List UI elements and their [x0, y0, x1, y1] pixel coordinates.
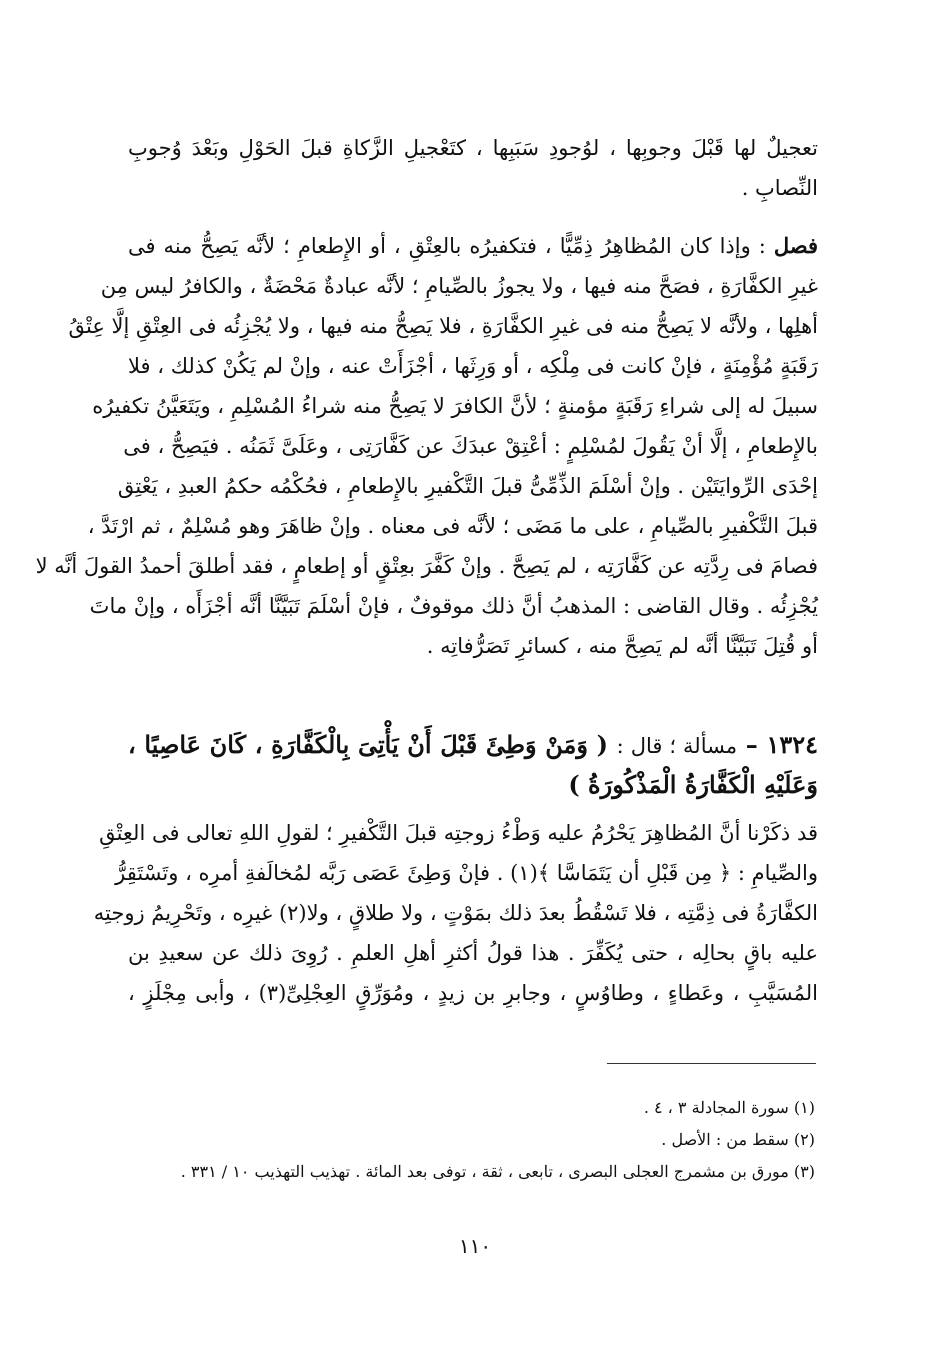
text-line: أهلِها ، ولأنَّه لا يَصِحُّ منه فى غيرِ الكفَّارَةِ ، فلا يَصِحُّ منه فيها ، ولا يُجْزِئُه فى العِتْقِ إلَّا عِتْقُ: [68, 314, 818, 338]
masala-prefix: مسألة ؛ قال :: [616, 734, 738, 758]
text-line: المُسَيَّبِ ، وعَطاءٍ ، وطاوُسٍ ، وجابرِ بن زيدٍ ، ومُوَرِّقٍ العِجْلِىِّ(٣) ، وأبى مِجْلَزٍ ،: [128, 981, 818, 1005]
section-label: فصل: [773, 233, 818, 258]
text-line: قد ذكَرْنا أنَّ المُظاهِرَ يَحْرُمُ عليه وَطْءُ زوجتِه قبلَ التَّكْفيرِ ؛ لقولِ اللهِ تعالى فى العِتْقِ: [99, 821, 818, 845]
page-number: ١١٠: [458, 1234, 492, 1258]
heading-dash: –: [745, 730, 758, 759]
text-line: والصِّيامِ : ﴿ مِن قَبْلِ أن يَتَمَاسَّا ﴾(١) . فإنْ وَطِئَ عَصَى رَبَّه لمُخالَفةِ أمرِه ، وتَسْتَقِرُّ: [115, 861, 818, 885]
text-line: النِّصابِ .: [741, 176, 818, 200]
footnote-divider: [607, 1063, 816, 1064]
text-line: الكفَّارَةُ فى ذِمَّتِه ، فلا تَسْقُطُ بعدَ ذلك بمَوْتٍ ، ولا طلاقٍ ، ولا(٢) غيرِه ، وتَحْرِيمُ زوجتِه: [93, 901, 818, 925]
text-line: أو قُتِلَ تَبَيَّنَّا أنَّه لم يَصِحَّ منه ، كسائرِ تَصَرُّفاتِه .: [426, 634, 818, 658]
footnote: (١) سورة المجادلة ٣ ، ٤ .: [643, 1098, 815, 1117]
paragraph-fasl: [35, 226, 818, 666]
text-line: إحْدَى الرِّوايَتَيْن . وإنْ أسْلَمَ الذِّمِّىُّ قبلَ التَّكْفيرِ بالإِطعامِ ، فحُكْمُه حكمُ العبدِ ، يَعْتِق: [117, 474, 818, 498]
paragraph-commentary: [93, 813, 818, 1013]
footnote: (٣) مورق بن مشمرج العجلى البصرى ، تابعى ، ثقة ، توفى بعد المائة . تهذيب التهذيب ١٠ / ٣٣١ .: [180, 1162, 815, 1181]
masala-number: ١٣٢٤: [766, 730, 818, 759]
masala-text: ( وَمَنْ وَطِئَ قَبْلَ أَنْ يَأْتِىَ بِالْكَفَّارَةِ ، كَانَ عَاصِيًا ،: [128, 730, 608, 759]
text-line: فصامَ فى رِدَّتِه عن كَفَّارَتِه ، لم يَصِحَّ . وإنْ كَفَّرَ بعِتْقٍ أو إطعامٍ ، فقد أطلقَ أحمدُ القولَ أنَّه لا: [35, 554, 818, 578]
text-line: رَقَبَةٍ مُؤْمِنَةٍ ، فإنْ كانت فى مِلْكِه ، أو وَرِثَها ، أجْزَأَتْ عنه ، وإنْ لم يَكُنْ كذلك ، فلا: [128, 354, 818, 378]
text-line: بالإِطعامِ ، إلَّا أنْ يَقُولَ لمُسْلِمٍ : أعْتِقْ عبدَكَ عن كَفَّارَتِى ، وعَلَىَّ ثَمَنُه . فيَصِحُّ ، فى: [123, 434, 818, 458]
masala-text-line: وَعَلَيْهِ الْكَفَّارَةُ الْمَذْكُورَةُ ): [568, 770, 818, 799]
paragraph-continuation: [128, 128, 818, 208]
masala-heading-line: [128, 725, 818, 765]
text-line: قبلَ التَّكْفيرِ بالصِّيامِ ، على ما مَضَى ؛ لأنَّه فى معناه . وإنْ ظاهَرَ وهو مُسْلِمٌ ، ثم ارْتَدَّ ،: [87, 514, 818, 538]
text-line: سبيلَ له إلى شراءِ رَقَبَةٍ مؤمنةٍ ؛ لأنَّ الكافرَ لا يَصِحُّ منه شراءُ المُسْلِمِ ، ويَتَعَيَّنُ تكفيرُه: [92, 394, 818, 418]
text-line: يُجْزِئُه . وقال القاضى : المذهبُ أنَّ ذلك موقوفٌ ، فإنْ أسْلَمَ تَبَيَّنَّا أنَّه أجْزَأَه ، وإنْ ماتَ: [89, 594, 818, 618]
text-line: فصل : وإذا كان المُظاهِرُ ذِمِّيًّا ، فتكفيرُه بالعِتْقِ ، أو الإِطعامِ ؛ لأنَّه يَصِحُّ منه فى: [128, 233, 818, 258]
footnote: (٢) سقط من : الأصل .: [661, 1130, 815, 1149]
text-line: عليه باقٍ بحالِه ، حتى يُكَفِّرَ . هذا قولُ أكثرِ أهلِ العلمِ . رُوِىَ ذلك عن سعيدِ بن: [128, 941, 818, 965]
masala-heading: [128, 725, 818, 805]
text-line: غيرِ الكفَّارَةِ ، فصَحَّ منه فيها ، ولا يجوزُ بالصِّيامِ ؛ لأنَّه عبادةٌ مَحْضَةٌ ، والكافرُ ليس مِن: [100, 274, 818, 298]
text-line: تعجيلٌ لها قَبْلَ وجوبِها ، لوُجودِ سَبَبِها ، كتَعْجيلِ الزَّكاةِ قبلَ الحَوْلِ وبَعْدَ وُجوبِ: [128, 136, 818, 160]
